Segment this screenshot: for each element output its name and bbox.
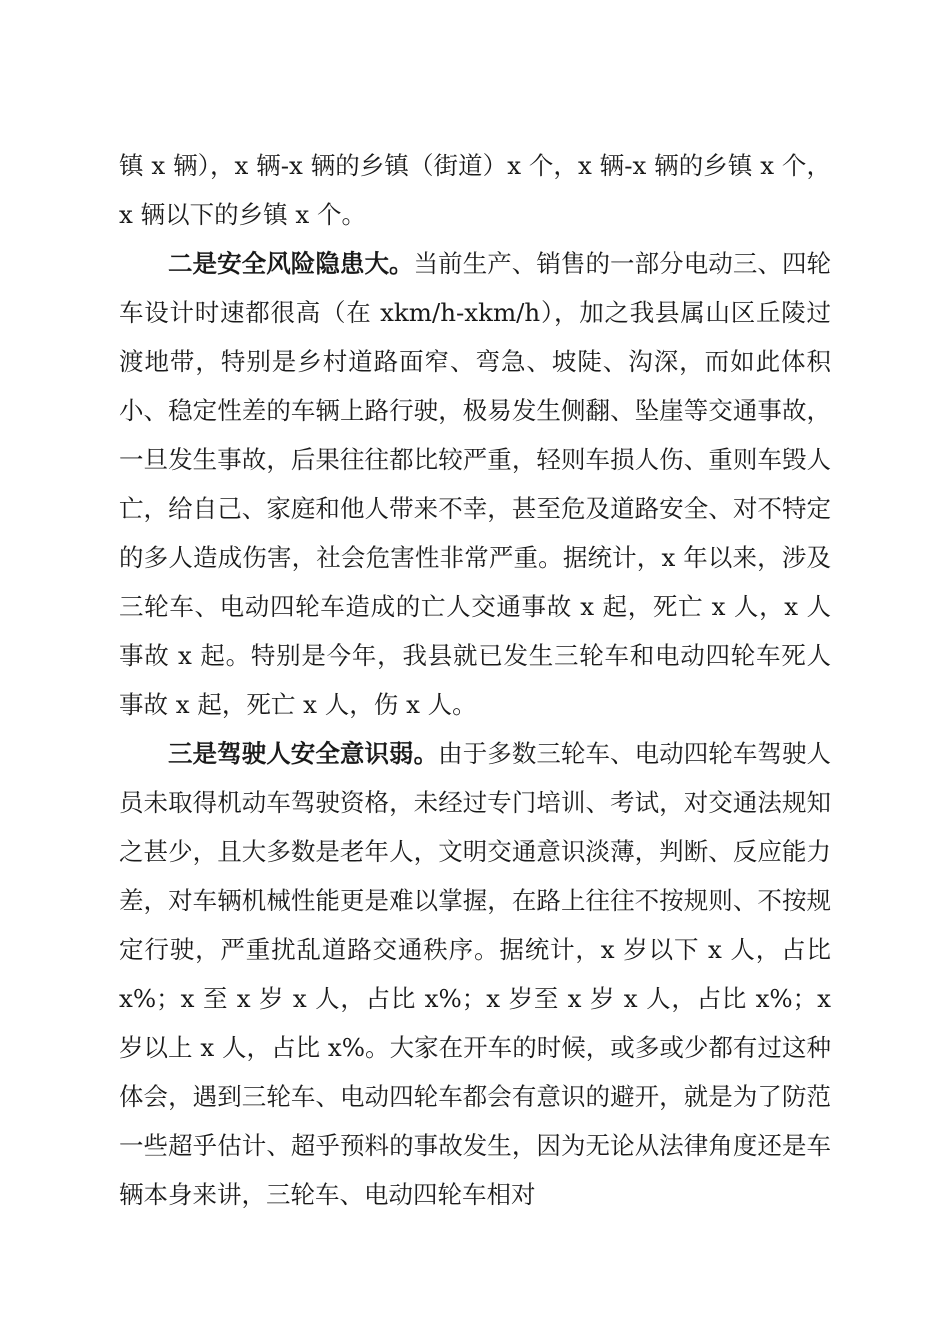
paragraph-heading: 三是驾驶人安全意识弱。 [168, 739, 439, 768]
document-body [119, 141, 831, 1219]
paragraph-body: 镇 x 辆），x 辆-x 辆的乡镇（街道）x 个，x 辆-x 辆的乡镇 x 个，x 辆以下的乡镇 x 个。 [119, 151, 831, 229]
paragraph-body: 当前生产、销售的一部分电动三、四轮车设计时速都很高（在 xkm/h-xkm/h），加之我县属山区丘陵过渡地带，特别是乡村道路面窄、弯急、坡陡、沟深，而如此体积小、稳定性差的车辆上路行驶，极易发生侧翻、坠崖等交通事故，一旦发生事故，后果往往都比较严重，轻则车损人伤、重则车毁人亡，给自己、家庭和他人带来不幸，甚至危及道路安全、对不特定的多人造成伤害，社会危害性非常严重。据统计，x 年以来，涉及三轮车、电动四轮车造成的亡人交通事故 x 起，死亡 x 人，x 人事故 x 起。特别是今年，我县就已发生三轮车和电动四轮车死人事故 x 起，死亡 x 人，伤 x 人。 [119, 249, 831, 719]
paragraph-continuation [119, 141, 831, 239]
paragraph-heading: 二是安全风险隐患大。 [168, 249, 414, 278]
paragraph-driver-awareness [119, 729, 831, 1219]
paragraph-safety-risk [119, 239, 831, 729]
paragraph-body: 由于多数三轮车、电动四轮车驾驶人员未取得机动车驾驶资格，未经过专门培训、考试，对交通法规知之甚少，且大多数是老年人，文明交通意识淡薄，判断、反应能力差，对车辆机械性能更是难以掌握，在路上往往不按规则、不按规定行驶，严重扰乱道路交通秩序。据统计，x 岁以下 x 人，占比 x%；x 至 x 岁 x 人，占比 x%；x 岁至 x 岁 x 人，占比 x%；x 岁以上 x 人，占比 x%。大家在开车的时候，或多或少都有过这种体会，遇到三轮车、电动四轮车都会有意识的避开，就是为了防范一些超乎估计、超乎预料的事故发生，因为无论从法律角度还是车辆本身来讲，三轮车、电动四轮车相对 [119, 739, 832, 1209]
